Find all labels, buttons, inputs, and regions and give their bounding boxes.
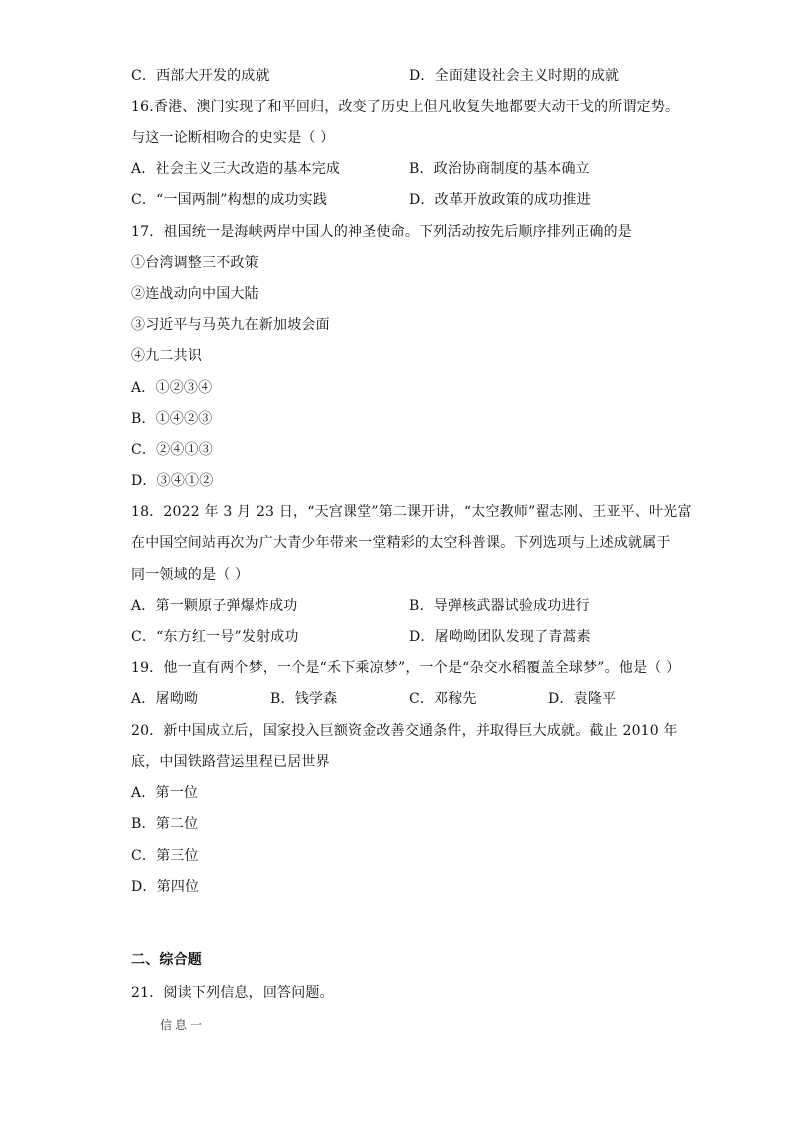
- q21-info-label: 信息一: [160, 1018, 206, 1032]
- q15-option-c: C．西部大开发的成就: [131, 68, 270, 84]
- q16-stem-line2: 与这一论断相吻合的史实是（ ）: [131, 130, 335, 146]
- q18-option-c: C．“东方红一号”发射成功: [131, 629, 299, 645]
- q17-item-4: ④九二共识: [131, 348, 202, 364]
- q16-option-d: D．改革开放政策的成功推进: [409, 192, 591, 208]
- section-title: 二、综合题: [131, 952, 202, 968]
- q20-option-d: D．第四位: [131, 879, 200, 895]
- q18-option-a: A．第一颗原子弹爆炸成功: [131, 598, 298, 614]
- q20-stem-line1: 20．新中国成立后，国家投入巨额资金改善交通条件，并取得巨大成就。截止 2010 年: [131, 723, 678, 739]
- q20-option-b: B．第二位: [131, 816, 199, 832]
- q15-option-d: D．全面建设社会主义时期的成就: [409, 68, 620, 84]
- q18-stem-line2: 在中国空间站再次为广大青少年带来一堂精彩的太空科普课。下列选项与上述成就属于: [131, 535, 671, 551]
- q21-stem: 21．阅读下列信息，回答问题。: [131, 985, 334, 1001]
- q17-option-c: C．②④①③: [131, 442, 213, 458]
- q16-stem-line1: 16.香港、澳门实现了和平回归，改变了历史上但凡收复失地都要大动干戈的所谓定势。: [131, 99, 680, 115]
- q19-stem: 19．他一直有两个梦，一个是“禾下乘凉梦”，一个是“杂交水稻覆盖全球梦”。他是（ ）: [131, 660, 681, 676]
- q19-option-c: C．邓稼先: [409, 691, 477, 707]
- q19-option-a: A．屠呦呦: [131, 691, 199, 707]
- q16-option-c: C．“一国两制”构想的成功实践: [131, 192, 328, 208]
- q17-option-d: D．③④①②: [131, 473, 214, 489]
- q18-option-d: D．屠呦呦团队发现了青蒿素: [409, 629, 591, 645]
- q18-stem-line1: 18．2022 年 3 月 23 日，“天宫课堂”第二课开讲，“太空教师”翟志刚、王亚平、叶光富: [131, 504, 692, 520]
- q17-stem: 17．祖国统一是海峡两岸中国人的神圣使命。下列活动按先后顺序排列正确的是: [131, 224, 633, 240]
- q16-option-a: A．社会主义三大改造的基本完成: [131, 161, 341, 177]
- q16-option-b: B．政治协商制度的基本确立: [409, 161, 590, 177]
- q18-option-b: B．导弹核武器试验成功进行: [409, 598, 590, 614]
- q17-item-3: ③习近平与马英九在新加坡会面: [131, 317, 330, 333]
- q17-option-a: A．①②③④: [131, 380, 213, 396]
- q17-option-b: B．①④②③: [131, 411, 213, 427]
- q20-stem-line2: 底，中国铁路营运里程已居世界: [131, 754, 330, 770]
- q20-option-c: C．第三位: [131, 848, 199, 864]
- q20-option-a: A．第一位: [131, 785, 199, 801]
- q19-option-d: D．袁隆平: [548, 691, 617, 707]
- q18-stem-line3: 同一领域的是（ ）: [131, 567, 250, 583]
- q17-item-1: ①台湾调整三不政策: [131, 255, 259, 271]
- q19-option-b: B．钱学森: [270, 691, 338, 707]
- q17-item-2: ②连战动向中国大陆: [131, 286, 259, 302]
